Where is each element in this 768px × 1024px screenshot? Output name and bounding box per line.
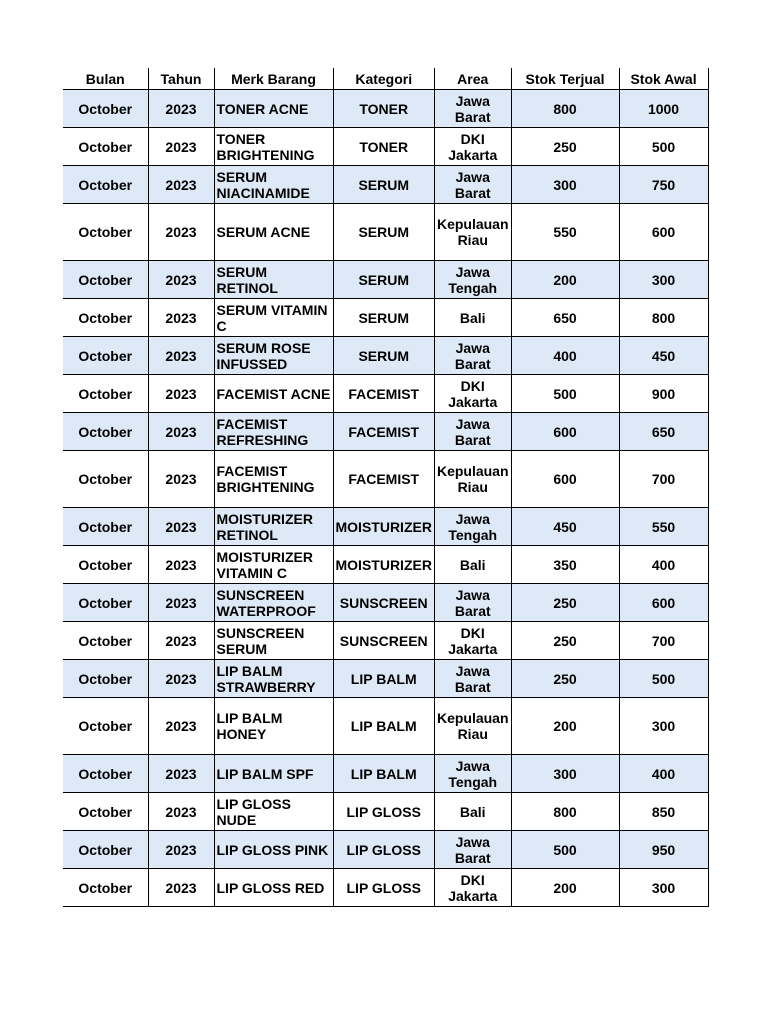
cell-stok-terjual: 300 <box>511 166 619 204</box>
cell-kategori: SUNSCREEN <box>333 622 434 660</box>
cell-area: Kepulauan Riau <box>434 451 511 508</box>
table-row <box>63 660 708 698</box>
cell-tahun: 2023 <box>148 660 214 698</box>
stock-table <box>63 68 709 907</box>
cell-stok-terjual: 600 <box>511 413 619 451</box>
cell-kategori: FACEMIST <box>333 375 434 413</box>
cell-stok-terjual: 300 <box>511 755 619 793</box>
cell-merk-barang: SUNSCREEN SERUM <box>214 622 333 660</box>
cell-kategori: FACEMIST <box>333 451 434 508</box>
cell-area: DKI Jakarta <box>434 128 511 166</box>
cell-bulan: October <box>63 622 148 660</box>
table-row <box>63 508 708 546</box>
cell-kategori: SERUM <box>333 204 434 261</box>
cell-bulan: October <box>63 869 148 907</box>
cell-merk-barang: SERUM ACNE <box>214 204 333 261</box>
cell-kategori: SUNSCREEN <box>333 584 434 622</box>
cell-stok-terjual: 450 <box>511 508 619 546</box>
cell-kategori: LIP GLOSS <box>333 793 434 831</box>
cell-stok-terjual: 200 <box>511 869 619 907</box>
cell-merk-barang: FACEMIST REFRESHING <box>214 413 333 451</box>
cell-merk-barang: SERUM VITAMIN C <box>214 299 333 337</box>
table-row <box>63 622 708 660</box>
cell-stok-terjual: 550 <box>511 204 619 261</box>
cell-stok-terjual: 200 <box>511 698 619 755</box>
cell-stok-terjual: 250 <box>511 660 619 698</box>
cell-stok-awal: 300 <box>619 869 708 907</box>
cell-stok-awal: 300 <box>619 261 708 299</box>
cell-stok-terjual: 800 <box>511 793 619 831</box>
cell-area: Jawa Tengah <box>434 261 511 299</box>
table-body <box>63 90 708 907</box>
cell-bulan: October <box>63 793 148 831</box>
table-row <box>63 698 708 755</box>
cell-stok-awal: 500 <box>619 660 708 698</box>
cell-bulan: October <box>63 660 148 698</box>
cell-kategori: LIP GLOSS <box>333 831 434 869</box>
cell-area: DKI Jakarta <box>434 622 511 660</box>
cell-stok-awal: 600 <box>619 204 708 261</box>
table-row <box>63 90 708 128</box>
cell-bulan: October <box>63 698 148 755</box>
cell-tahun: 2023 <box>148 546 214 584</box>
table-row <box>63 451 708 508</box>
cell-tahun: 2023 <box>148 793 214 831</box>
cell-stok-awal: 950 <box>619 831 708 869</box>
table-row <box>63 546 708 584</box>
cell-merk-barang: FACEMIST BRIGHTENING <box>214 451 333 508</box>
cell-bulan: October <box>63 261 148 299</box>
cell-tahun: 2023 <box>148 831 214 869</box>
cell-area: Jawa Barat <box>434 660 511 698</box>
cell-kategori: SERUM <box>333 166 434 204</box>
cell-bulan: October <box>63 584 148 622</box>
cell-bulan: October <box>63 204 148 261</box>
cell-stok-awal: 1000 <box>619 90 708 128</box>
cell-stok-terjual: 650 <box>511 299 619 337</box>
table-row <box>63 375 708 413</box>
cell-stok-terjual: 500 <box>511 375 619 413</box>
cell-tahun: 2023 <box>148 204 214 261</box>
cell-kategori: MOISTURIZER <box>333 546 434 584</box>
cell-area: Kepulauan Riau <box>434 204 511 261</box>
cell-stok-terjual: 500 <box>511 831 619 869</box>
cell-area: Jawa Tengah <box>434 755 511 793</box>
cell-bulan: October <box>63 546 148 584</box>
cell-tahun: 2023 <box>148 869 214 907</box>
cell-stok-awal: 700 <box>619 451 708 508</box>
cell-stok-awal: 400 <box>619 755 708 793</box>
table-row <box>63 128 708 166</box>
cell-area: Kepulauan Riau <box>434 698 511 755</box>
cell-bulan: October <box>63 128 148 166</box>
table-row <box>63 755 708 793</box>
cell-kategori: TONER <box>333 90 434 128</box>
cell-stok-terjual: 350 <box>511 546 619 584</box>
cell-bulan: October <box>63 413 148 451</box>
cell-stok-awal: 700 <box>619 622 708 660</box>
column-header-tahun: Tahun <box>148 68 214 90</box>
cell-merk-barang: LIP GLOSS NUDE <box>214 793 333 831</box>
cell-area: Jawa Barat <box>434 166 511 204</box>
table-row <box>63 166 708 204</box>
cell-merk-barang: SERUM NIACINAMIDE <box>214 166 333 204</box>
cell-stok-terjual: 600 <box>511 451 619 508</box>
cell-merk-barang: LIP BALM SPF <box>214 755 333 793</box>
table-row <box>63 831 708 869</box>
cell-stok-awal: 450 <box>619 337 708 375</box>
cell-stok-awal: 850 <box>619 793 708 831</box>
cell-kategori: SERUM <box>333 337 434 375</box>
cell-bulan: October <box>63 299 148 337</box>
cell-tahun: 2023 <box>148 413 214 451</box>
cell-stok-terjual: 400 <box>511 337 619 375</box>
cell-area: Jawa Barat <box>434 584 511 622</box>
cell-merk-barang: FACEMIST ACNE <box>214 375 333 413</box>
table-row <box>63 299 708 337</box>
cell-bulan: October <box>63 166 148 204</box>
cell-tahun: 2023 <box>148 166 214 204</box>
cell-bulan: October <box>63 451 148 508</box>
cell-area: Jawa Barat <box>434 831 511 869</box>
table-row <box>63 261 708 299</box>
cell-bulan: October <box>63 755 148 793</box>
cell-tahun: 2023 <box>148 698 214 755</box>
cell-kategori: LIP BALM <box>333 660 434 698</box>
cell-kategori: TONER <box>333 128 434 166</box>
cell-stok-terjual: 250 <box>511 128 619 166</box>
cell-merk-barang: MOISTURIZER RETINOL <box>214 508 333 546</box>
table-row <box>63 204 708 261</box>
cell-area: Jawa Barat <box>434 90 511 128</box>
cell-bulan: October <box>63 375 148 413</box>
cell-tahun: 2023 <box>148 508 214 546</box>
cell-stok-terjual: 250 <box>511 622 619 660</box>
cell-bulan: October <box>63 337 148 375</box>
cell-stok-terjual: 800 <box>511 90 619 128</box>
cell-tahun: 2023 <box>148 299 214 337</box>
cell-stok-awal: 800 <box>619 299 708 337</box>
cell-area: Jawa Barat <box>434 337 511 375</box>
cell-area: DKI Jakarta <box>434 375 511 413</box>
cell-area: Jawa Barat <box>434 413 511 451</box>
table-row <box>63 869 708 907</box>
cell-stok-awal: 500 <box>619 128 708 166</box>
cell-area: Bali <box>434 546 511 584</box>
cell-tahun: 2023 <box>148 261 214 299</box>
cell-stok-awal: 400 <box>619 546 708 584</box>
cell-merk-barang: LIP GLOSS RED <box>214 869 333 907</box>
header-row <box>63 68 708 90</box>
column-header-stok-awal: Stok Awal <box>619 68 708 90</box>
cell-area: Jawa Tengah <box>434 508 511 546</box>
cell-tahun: 2023 <box>148 622 214 660</box>
cell-merk-barang: LIP BALM HONEY <box>214 698 333 755</box>
cell-area: DKI Jakarta <box>434 869 511 907</box>
cell-stok-awal: 900 <box>619 375 708 413</box>
cell-bulan: October <box>63 90 148 128</box>
cell-stok-terjual: 200 <box>511 261 619 299</box>
cell-tahun: 2023 <box>148 584 214 622</box>
cell-merk-barang: SUNSCREEN WATERPROOF <box>214 584 333 622</box>
cell-merk-barang: MOISTURIZER VITAMIN C <box>214 546 333 584</box>
cell-tahun: 2023 <box>148 128 214 166</box>
cell-kategori: FACEMIST <box>333 413 434 451</box>
cell-stok-awal: 750 <box>619 166 708 204</box>
column-header-merk-barang: Merk Barang <box>214 68 333 90</box>
cell-kategori: MOISTURIZER <box>333 508 434 546</box>
table-row <box>63 584 708 622</box>
cell-merk-barang: SERUM ROSE INFUSSED <box>214 337 333 375</box>
table-row <box>63 413 708 451</box>
cell-merk-barang: SERUM RETINOL <box>214 261 333 299</box>
cell-bulan: October <box>63 508 148 546</box>
cell-merk-barang: TONER ACNE <box>214 90 333 128</box>
cell-tahun: 2023 <box>148 337 214 375</box>
table-row <box>63 337 708 375</box>
cell-stok-awal: 550 <box>619 508 708 546</box>
cell-stok-terjual: 250 <box>511 584 619 622</box>
cell-kategori: SERUM <box>333 261 434 299</box>
cell-merk-barang: LIP BALM STRAWBERRY <box>214 660 333 698</box>
cell-bulan: October <box>63 831 148 869</box>
cell-kategori: SERUM <box>333 299 434 337</box>
cell-area: Bali <box>434 793 511 831</box>
cell-kategori: LIP GLOSS <box>333 869 434 907</box>
cell-tahun: 2023 <box>148 755 214 793</box>
column-header-kategori: Kategori <box>333 68 434 90</box>
cell-stok-awal: 650 <box>619 413 708 451</box>
cell-stok-awal: 300 <box>619 698 708 755</box>
cell-kategori: LIP BALM <box>333 755 434 793</box>
column-header-bulan: Bulan <box>63 68 148 90</box>
cell-tahun: 2023 <box>148 90 214 128</box>
cell-kategori: LIP BALM <box>333 698 434 755</box>
column-header-stok-terjual: Stok Terjual <box>511 68 619 90</box>
table-row <box>63 793 708 831</box>
cell-area: Bali <box>434 299 511 337</box>
cell-tahun: 2023 <box>148 375 214 413</box>
cell-stok-awal: 600 <box>619 584 708 622</box>
column-header-area: Area <box>434 68 511 90</box>
cell-merk-barang: LIP GLOSS PINK <box>214 831 333 869</box>
cell-merk-barang: TONER BRIGHTENING <box>214 128 333 166</box>
cell-tahun: 2023 <box>148 451 214 508</box>
